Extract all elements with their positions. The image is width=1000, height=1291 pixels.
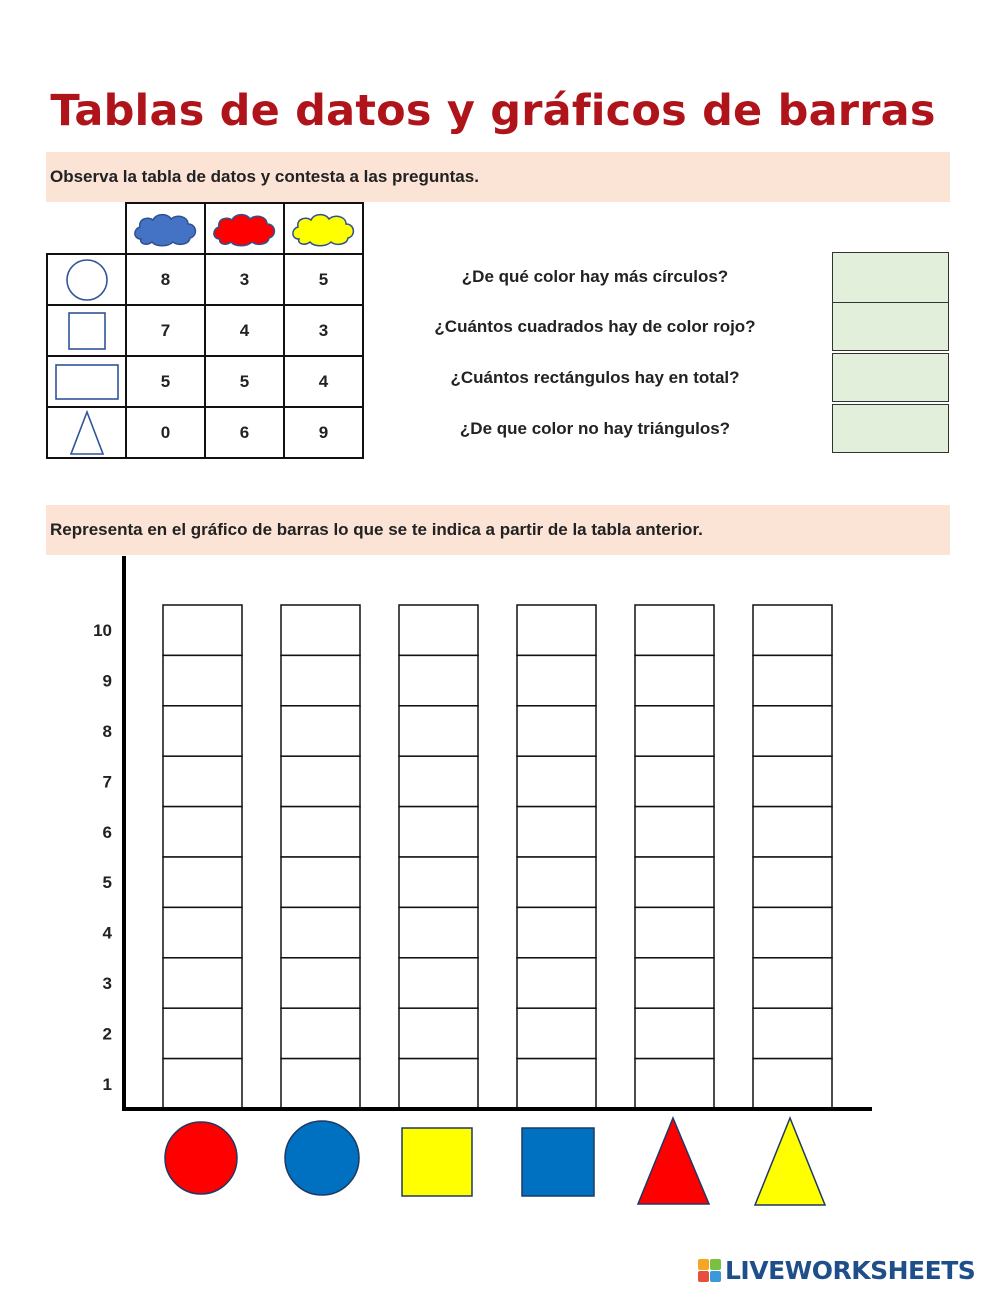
bar-grid-cell[interactable] [517, 807, 596, 857]
bar-grid-cell[interactable] [399, 706, 478, 756]
page-title: Tablas de datos y gráficos de barras [50, 86, 936, 136]
bar-grid-cell[interactable] [753, 605, 832, 655]
bar-grid-cell[interactable] [281, 958, 360, 1008]
bar-grid-cell[interactable] [753, 857, 832, 907]
bar-grid-cell[interactable] [753, 958, 832, 1008]
blue-circle-icon [285, 1121, 359, 1195]
red-triangle-icon [638, 1118, 709, 1204]
bar-grid-cell[interactable] [163, 1059, 242, 1109]
liveworksheets-logo [698, 1254, 975, 1286]
brand-name: LIVEWORKSHEETS [725, 1255, 976, 1285]
y-tick-label: 6 [102, 822, 112, 842]
question-4: ¿De que color no hay triángulos? [459, 419, 731, 438]
bar-grid-cell[interactable] [635, 655, 714, 705]
bar-grid-cell[interactable] [163, 857, 242, 907]
table-cell: 5 [284, 254, 363, 305]
bar-grid-cell[interactable] [399, 857, 478, 907]
bar-grid-cell[interactable] [635, 756, 714, 806]
y-tick-label: 10 [93, 621, 112, 641]
table-cell: 0 [126, 407, 205, 458]
bar-grid-cell[interactable] [163, 907, 242, 957]
table-cell: 4 [284, 356, 363, 407]
bar-grid-cell[interactable] [753, 1008, 832, 1058]
yellow-triangle-icon [755, 1118, 825, 1205]
bar-grid-cell[interactable] [517, 907, 596, 957]
instruction-banner-chart: Representa en el gráfico de barras lo que se te indica a partir de la tabla anterior. [46, 505, 950, 555]
bar-grid-cell[interactable] [635, 958, 714, 1008]
table-cell: 8 [126, 254, 205, 305]
table-cell: 9 [284, 407, 363, 458]
y-tick-label: 8 [102, 722, 112, 741]
bar-grid-cell[interactable] [163, 958, 242, 1008]
bar-grid-cell[interactable] [281, 706, 360, 756]
y-tick-label: 2 [102, 1024, 112, 1044]
y-tick-label: 9 [102, 671, 112, 691]
blue-square-icon [522, 1128, 594, 1196]
bar-grid-cell[interactable] [399, 958, 478, 1008]
bar-grid-cell[interactable] [399, 1059, 478, 1109]
bar-grid-cell[interactable] [399, 907, 478, 957]
bar-grid-cell[interactable] [517, 756, 596, 806]
table-cell: 3 [284, 305, 363, 356]
y-tick-label: 4 [102, 923, 112, 943]
bar-grid-cell[interactable] [753, 1059, 832, 1109]
bar-grid-cell[interactable] [281, 1008, 360, 1058]
question-2: ¿Cuántos cuadrados hay de color rojo? [434, 317, 756, 336]
table-cell: 3 [205, 254, 284, 305]
bar-grid-cell[interactable] [635, 1008, 714, 1058]
bar-grid-cell[interactable] [281, 1059, 360, 1109]
bar-grid-cell[interactable] [281, 857, 360, 907]
bar-grid-cell[interactable] [517, 958, 596, 1008]
yellow-square-icon [402, 1128, 472, 1196]
bar-grid-cell[interactable] [163, 756, 242, 806]
bar-grid-cell[interactable] [163, 807, 242, 857]
bar-grid-cell[interactable] [399, 655, 478, 705]
bar-grid-cell[interactable] [517, 605, 596, 655]
y-tick-label: 5 [102, 873, 112, 893]
table-cell: 7 [126, 305, 205, 356]
bar-grid-cell[interactable] [517, 1008, 596, 1058]
table-cell: 4 [205, 305, 284, 356]
bar-grid-cell[interactable] [163, 1008, 242, 1058]
red-circle-icon [165, 1122, 237, 1194]
bar-grid-cell[interactable] [753, 807, 832, 857]
y-tick-label: 7 [102, 772, 112, 792]
bar-grid-cell[interactable] [635, 605, 714, 655]
bar-grid-cell[interactable] [753, 756, 832, 806]
table-cell: 5 [205, 356, 284, 407]
bar-grid-cell[interactable] [281, 605, 360, 655]
bar-grid-cell[interactable] [399, 756, 478, 806]
bar-grid-cell[interactable] [635, 706, 714, 756]
bar-grid-cell[interactable] [281, 756, 360, 806]
bar-grid-cell[interactable] [517, 1059, 596, 1109]
y-tick-label: 1 [102, 1074, 112, 1094]
instruction-banner-table: Observa la tabla de datos y contesta a las preguntas. [46, 152, 950, 202]
bar-grid-cell[interactable] [753, 655, 832, 705]
table-cell: 5 [126, 356, 205, 407]
question-1: ¿De qué color hay más círculos? [461, 267, 729, 286]
bar-grid-cell[interactable] [753, 907, 832, 957]
bar-grid-cell[interactable] [517, 655, 596, 705]
bar-grid-cell[interactable] [281, 655, 360, 705]
bar-grid-cell[interactable] [753, 706, 832, 756]
bar-grid-cell[interactable] [163, 655, 242, 705]
bar-grid-cell[interactable] [517, 706, 596, 756]
bar-grid-cell[interactable] [635, 907, 714, 957]
bar-grid-cell[interactable] [399, 1008, 478, 1058]
bar-grid-cell[interactable] [517, 857, 596, 907]
bar-grid-cell[interactable] [635, 857, 714, 907]
bar-grid-cell[interactable] [399, 605, 478, 655]
bar-grid-cell[interactable] [635, 807, 714, 857]
bar-grid-cell[interactable] [399, 807, 478, 857]
bar-grid-cell[interactable] [635, 1059, 714, 1109]
bar-grid-cell[interactable] [163, 706, 242, 756]
bar-grid-cell[interactable] [281, 807, 360, 857]
bar-grid-cell[interactable] [163, 605, 242, 655]
y-tick-label: 3 [102, 974, 112, 993]
question-3: ¿Cuántos rectángulos hay en total? [450, 368, 740, 387]
bar-grid-cell[interactable] [281, 907, 360, 957]
table-cell: 6 [205, 407, 284, 458]
liveworksheets-badge-icon [698, 1259, 721, 1282]
